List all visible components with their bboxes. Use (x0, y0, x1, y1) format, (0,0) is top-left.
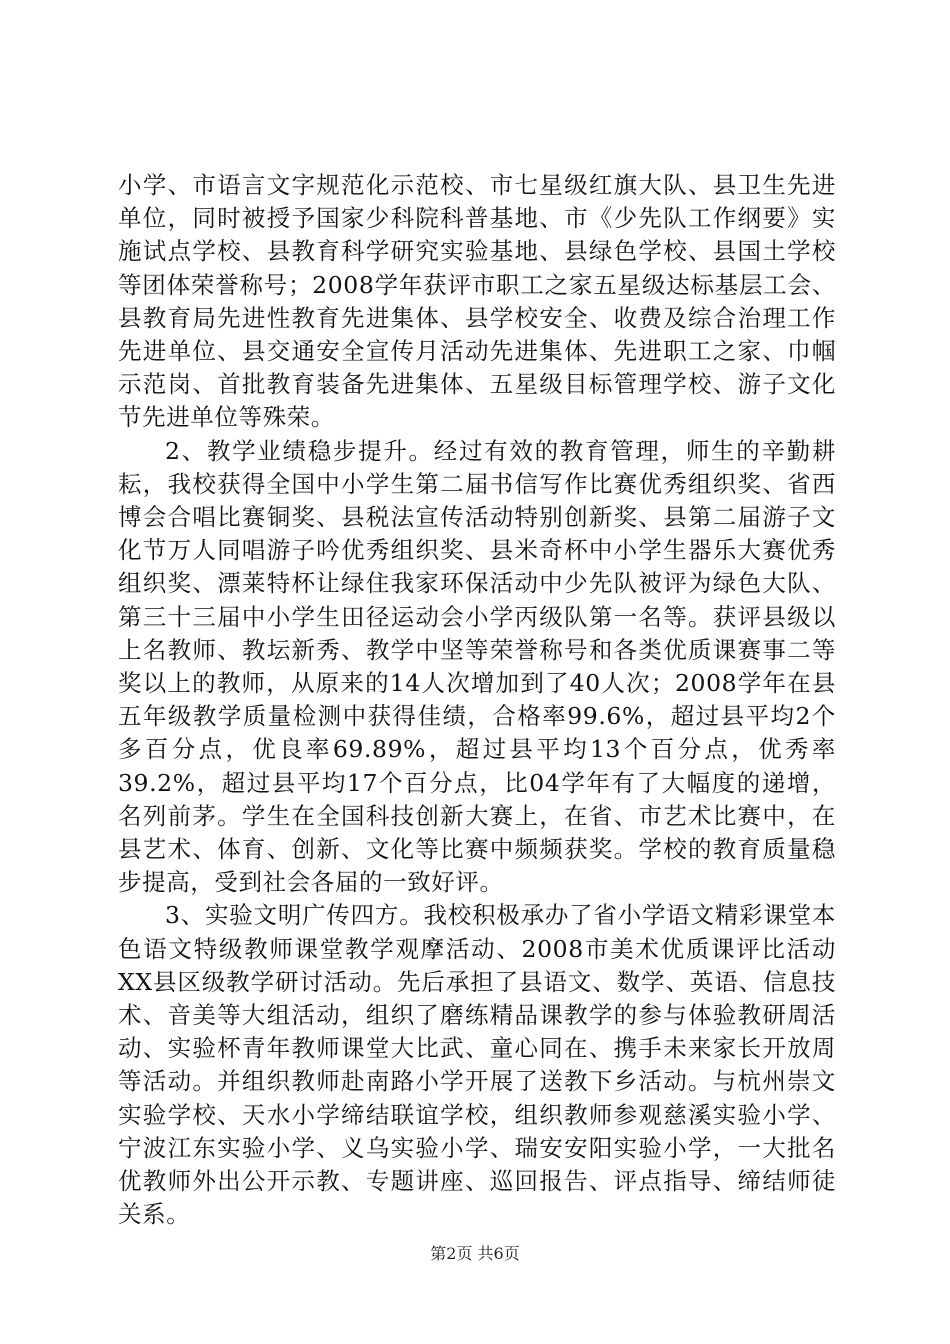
paragraph-teaching-achievements: 2、教学业绩稳步提升。经过有效的教育管理，师生的辛勤耕耘，我校获得全国中小学生第二届书信写作比赛优秀组织奖、省西博会合唱比赛铜奖、县税法宣传活动特别创新奖、县第二届游子文化节万人同唱游子吟优秀组织奖、县米奇杯中小学生器乐大赛优秀组织奖、漂莱特杯让绿住我家环保活动中少先队被评为绿色大队、第三十三届中小学生田径运动会小学丙级队第一名等。获评县级以上名教师、教坛新秀、教学中坚等荣誉称号和各类优质课赛事二等奖以上的教师，从原来的14人次增加到了40人次；2008学年在县五年级教学质量检测中获得佳绩，合格率99.6%，超过县平均2个多百分点，优良率69.89%，超过县平均13个百分点，优秀率39.2%，超过县平均17个百分点，比04学年有了大幅度的递增，名列前茅。学生在全国科技创新大赛上，在省、市艺术比赛中，在县艺术、体育、创新、文化等比赛中频频获奖。学校的教育质量稳步提高，受到社会各届的一致好评。 (118, 436, 836, 897)
page-number-footer: 第2页 共6页 (430, 1244, 520, 1263)
paragraph-honors-continued: 小学、市语言文字规范化示范校、市七星级红旗大队、县卫生先进单位，同时被授予国家少科院科普基地、市《少先队工作纲要》实施试点学校、县教育科学研究实验基地、县绿色学校、县国土学校等团体荣誉称号；2008学年获评市职工之家五星级达标基层工会、县教育局先进性教育先进集体、县学校安全、收费及综合治理工作先进单位、县交通安全宣传月活动先进集体、先进职工之家、巾帼示范岗、首批教育装备先进集体、五星级目标管理学校、游子文化节先进单位等殊荣。 (118, 171, 836, 432)
document-body (118, 169, 836, 1232)
paragraph-experimental-activities: 3、实验文明广传四方。我校积极承办了省小学语文精彩课堂本色语文特级教师课堂教学观摩活动、2008市美术优质课评比活动XX县区级教学研讨活动。先后承担了县语文、数学、英语、信息技术、音美等大组活动，组织了磨练精品课教学的参与体验教研周活动、实验杯青年教师课堂大比武、童心同在、携手未来家长开放周等活动。并组织教师赴南路小学开展了送教下乡活动。与杭州崇文实验学校、天水小学缔结联谊学校，组织教师参观慈溪实验小学、宁波江东实验小学、义乌实验小学、瑞安安阳实验小学，一大批名优教师外出公开示教、专题讲座、巡回报告、评点指导、缔结师徒关系。 (118, 901, 836, 1229)
